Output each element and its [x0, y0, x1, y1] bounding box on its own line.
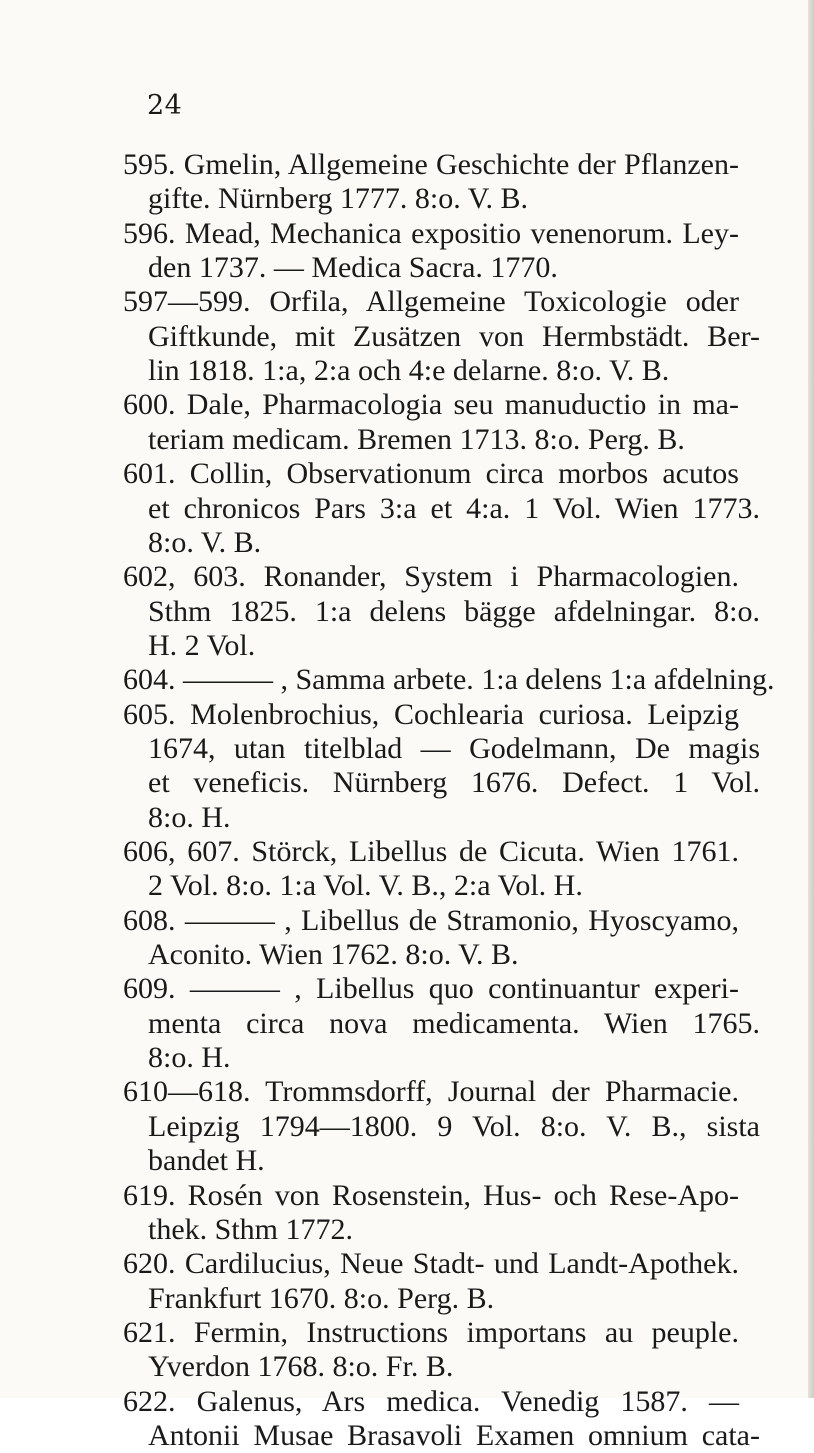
entry-continuation-line: Leipzig 1794—1800. 9 Vol. 8:o. V. B., sista: [148, 1109, 760, 1143]
entry-continuation-line: et veneficis. Nürnberg 1676. Defect. 1 Vol.: [148, 766, 760, 800]
entry-line: 601. Collin, Observationum circa morbos acutos: [123, 457, 739, 491]
entry-continuation-line: Giftkunde, mit Zusätzen von Hermbstädt. Ber-: [148, 319, 760, 353]
entry-line: 621. Fermin, Instructions importans au peuple.: [123, 1315, 739, 1349]
entry-line: 604. ——— , Samma arbete. 1:a delens 1:a afdelning.: [123, 663, 775, 697]
entry-line: 597—599. Orfila, Allgemeine Toxicologie oder: [123, 285, 739, 319]
entry-continuation-line: teriam medicam. Bremen 1713. 8:o. Perg. B.: [148, 422, 685, 456]
entry-line: 608. ——— , Libellus de Stramonio, Hyoscyamo,: [123, 903, 739, 937]
entry-continuation-line: den 1737. — Medica Sacra. 1770.: [148, 251, 558, 285]
entry-line: 595. Gmelin, Allgemeine Geschichte der Pflanzen-: [123, 148, 739, 181]
entry-continuation-line: et chronicos Pars 3:a et 4:a. 1 Vol. Wien 1773.: [148, 491, 760, 525]
entry-line: 619. Rosén von Rosenstein, Hus- och Rese-Apo-: [123, 1178, 739, 1212]
entry-line: 600. Dale, Pharmacologia seu manuductio in ma-: [123, 388, 739, 422]
entry-line: 609. ——— , Libellus quo continuantur experi-: [123, 972, 739, 1006]
entry-continuation-line: 8:o. H.: [148, 800, 231, 834]
entry-continuation-line: Antonii Musae Brasavoli Examen omnium cata-: [148, 1418, 760, 1452]
entry-continuation-line: 8:o. H.: [148, 1041, 231, 1075]
entry-line: 620. Cardilucius, Neue Stadt- und Landt-Apothek.: [123, 1247, 739, 1281]
entry-continuation-line: 1674, utan titelblad — Godelmann, De magis: [148, 731, 760, 765]
entry-continuation-line: menta circa nova medicamenta. Wien 1765.: [148, 1006, 760, 1040]
page-number: 24: [147, 90, 183, 121]
entry-continuation-line: 8:o. V. B.: [148, 525, 262, 559]
entry-line: 602, 603. Ronander, System i Pharmacologien.: [123, 560, 739, 594]
entry-continuation-line: thek. Sthm 1772.: [148, 1212, 354, 1246]
entry-line: 596. Mead, Mechanica expositio venenorum. Ley-: [123, 216, 739, 250]
entry-continuation-line: Sthm 1825. 1:a delens bägge afdelningar. 8:o.: [148, 594, 760, 628]
entry-continuation-line: gifte. Nürnberg 1777. 8:o. V. B.: [148, 182, 528, 216]
entry-continuation-line: 2 Vol. 8:o. 1:a Vol. V. B., 2:a Vol. H.: [148, 869, 583, 903]
entry-line: 605. Molenbrochius, Cochlearia curiosa. Leipzig: [123, 697, 739, 731]
entry-continuation-line: Frankfurt 1670. 8:o. Perg. B.: [148, 1281, 495, 1315]
entry-continuation-line: lin 1818. 1:a, 2:a och 4:e delarne. 8:o. V. B.: [148, 354, 670, 388]
entry-continuation-line: bandet H.: [148, 1144, 265, 1178]
entry-continuation-line: Aconito. Wien 1762. 8:o. V. B.: [148, 938, 519, 972]
entry-line: 622. Galenus, Ars medica. Venedig 1587. —: [123, 1384, 739, 1418]
entry-line: 610—618. Trommsdorff, Journal der Pharmacie.: [123, 1075, 739, 1109]
page-edge-shadow: [808, 0, 814, 1398]
entry-continuation-line: Yverdon 1768. 8:o. Fr. B.: [148, 1350, 454, 1384]
entry-line: 606, 607. Störck, Libellus de Cicuta. Wien 1761.: [123, 835, 739, 868]
entry-continuation-line: H. 2 Vol.: [148, 628, 256, 662]
